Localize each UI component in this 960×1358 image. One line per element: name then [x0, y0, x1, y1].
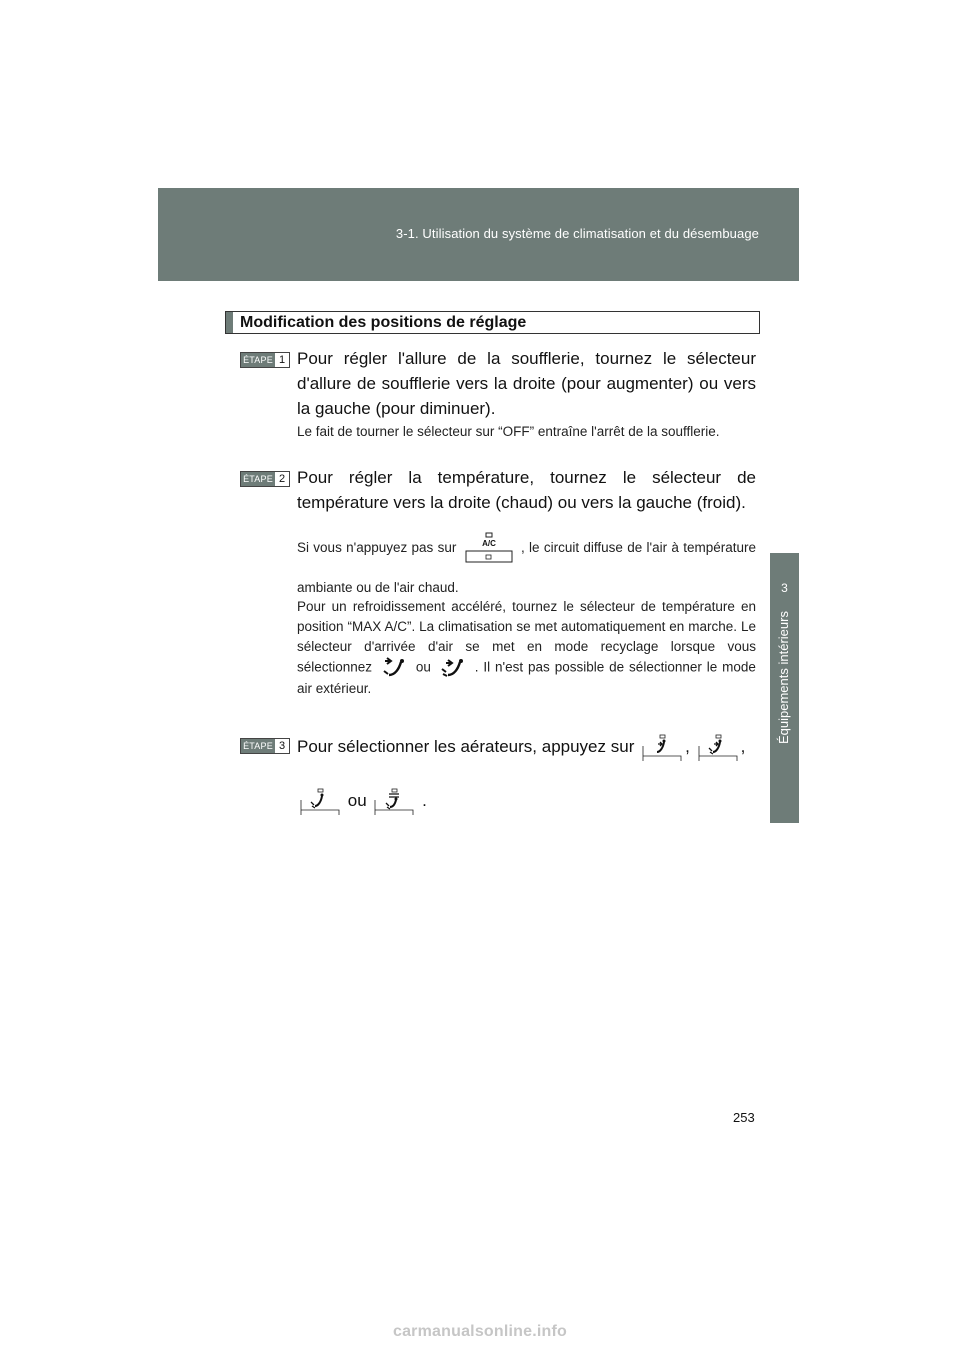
- chapter-title: 3-1. Utilisation du système de climatisation et du désembuage: [395, 226, 759, 241]
- section-heading-text: Modification des positions de réglage: [240, 314, 527, 331]
- step-word: ÉTAPE: [241, 472, 275, 486]
- step-1-note: Le fait de tourner le sélecteur sur “OFF” entraîne l'arrêt de la soufflerie.: [297, 424, 720, 439]
- ac-button-icon: [464, 532, 514, 564]
- step-3-text: [297, 732, 767, 762]
- chapter-header: [158, 188, 799, 281]
- section-heading: [225, 311, 760, 334]
- step-2-note-max-ac: [297, 597, 756, 699]
- step-word: ÉTAPE: [241, 739, 275, 753]
- side-tab-number: 3: [781, 581, 788, 595]
- comma: ,: [740, 737, 746, 756]
- comma: ,: [685, 737, 690, 756]
- ac-label: A/C: [481, 539, 496, 549]
- step-number: 1: [278, 354, 286, 366]
- feet-defrost-vent-icon: [374, 788, 414, 816]
- step-1-text: Pour régler l'allure de la soufflerie, tournez le sélecteur d'allure de soufflerie vers la droite (pour augmenter) ou vers la gauche (pour diminuer).: [297, 349, 756, 418]
- step-1-label: [240, 352, 290, 368]
- note-text: , le circuit diffuse de l'air à température ambiante ou de l'air chaud.: [297, 540, 756, 595]
- recirculation-feet-icon: [440, 657, 466, 679]
- side-tab: [770, 553, 799, 823]
- step-3-text-line2: [297, 786, 756, 816]
- step-number: 3: [278, 740, 286, 752]
- step-2-note-ac: [297, 528, 756, 608]
- step-3-label: [240, 738, 290, 754]
- step-number: 2: [278, 473, 286, 485]
- step-2-text: Pour régler la température, tournez le sélecteur de température vers la droite (chaud) ou vers la gauche (froid).: [297, 468, 756, 512]
- side-tab-label: Équipements intérieurs: [776, 611, 791, 744]
- note-text: . Il n'est pas possible de sélectionner le mode air extérieur.: [297, 659, 756, 696]
- bilevel-vent-icon: [698, 734, 738, 762]
- note-text: Pour un refroidissement accéléré, tournez le sélecteur de température en position “MAX A/C”. La climatisation se met automatiquement en marche. Le sélecteur d'arrivée d'air se met en mode recyclage lorsque vous sélectionnez: [297, 599, 756, 675]
- note-text: ou: [415, 659, 431, 675]
- or-word: ou: [347, 791, 367, 810]
- page-number: 253: [733, 1110, 755, 1125]
- step-2-label: [240, 471, 290, 487]
- feet-vent-icon: [300, 788, 340, 816]
- period: .: [422, 791, 427, 810]
- recirculation-icon: [381, 657, 407, 679]
- watermark: carmanualsonline.info: [392, 1323, 567, 1340]
- section-heading-bar: [226, 312, 233, 333]
- step-3-text-a: Pour sélectionner les aérateurs, appuyez sur: [297, 737, 635, 756]
- face-vent-icon: [642, 734, 682, 762]
- note-text: Si vous n'appuyez pas sur: [297, 540, 457, 555]
- step-word: ÉTAPE: [241, 353, 275, 367]
